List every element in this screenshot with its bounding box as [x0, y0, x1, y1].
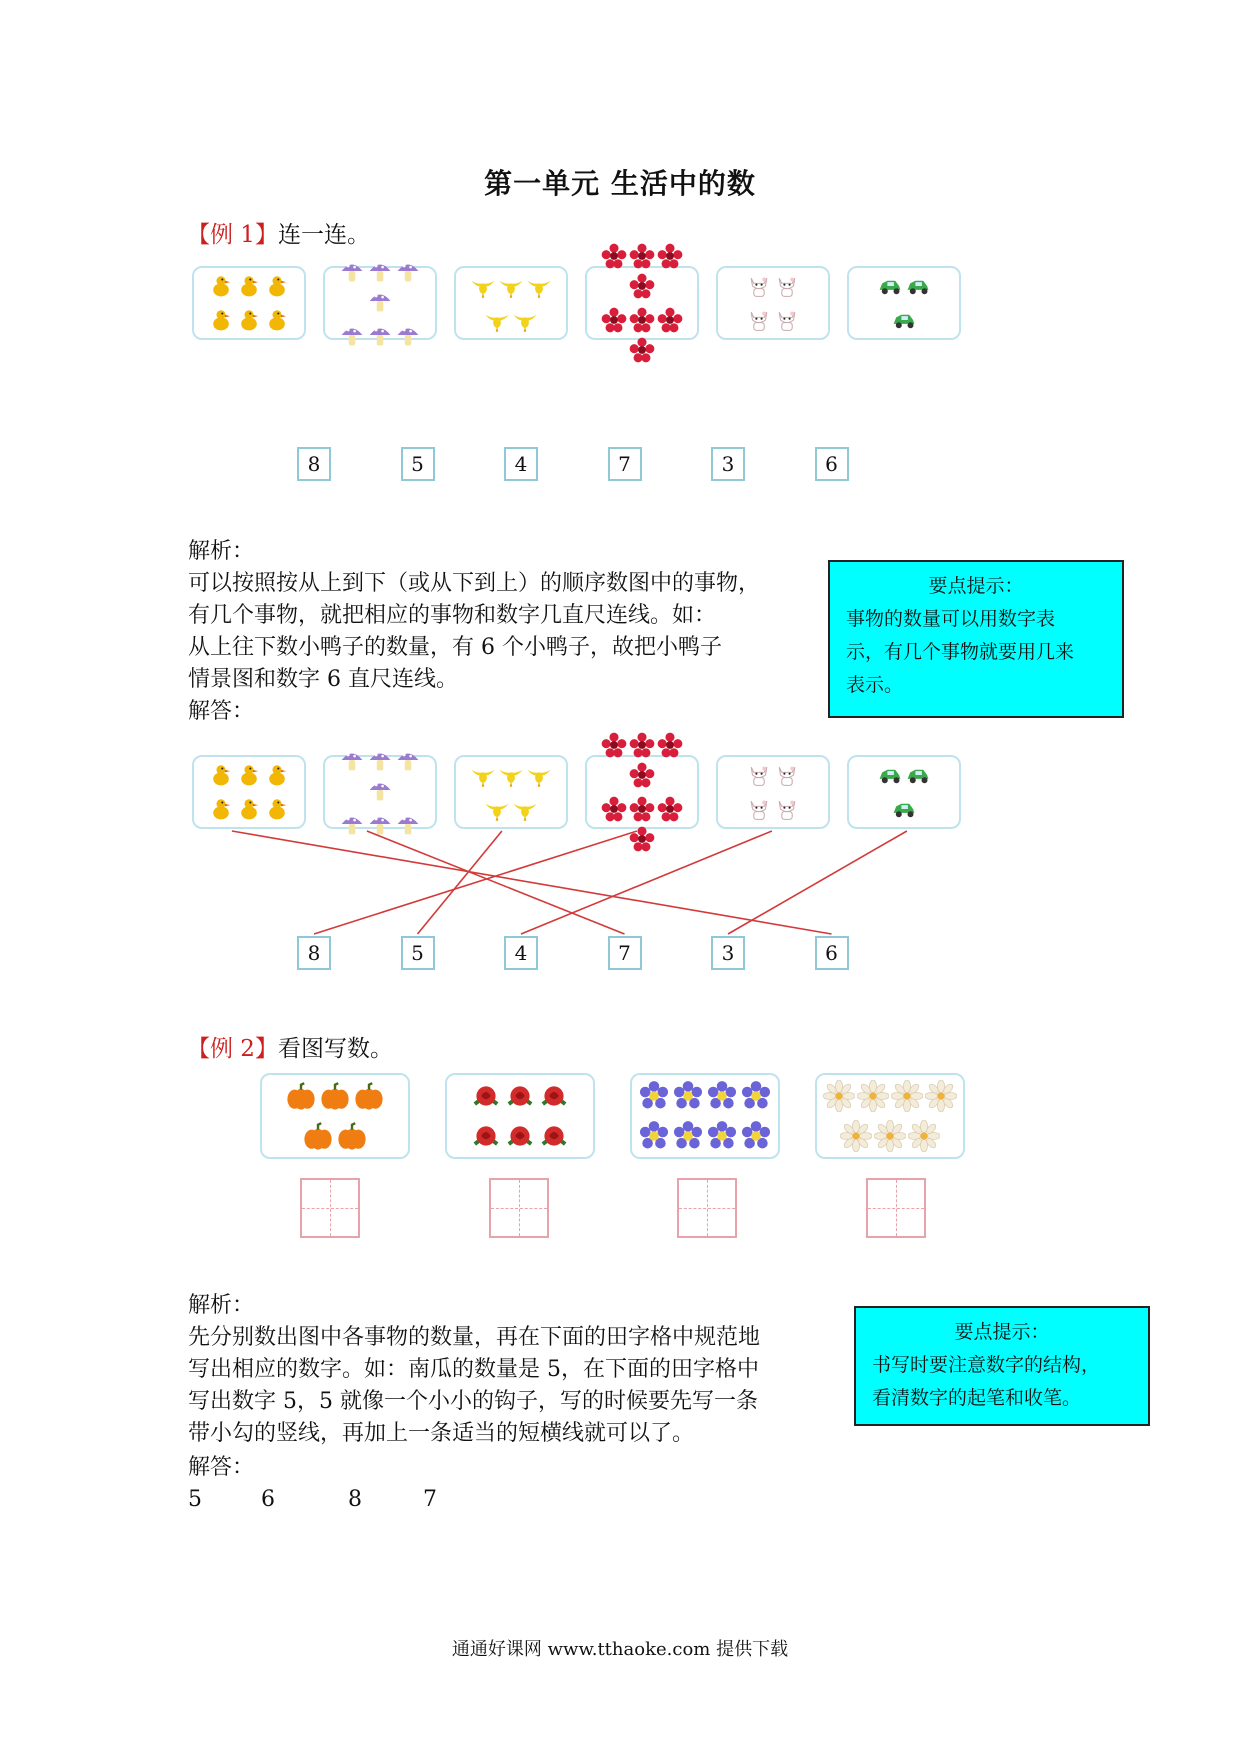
answer-line: [232, 831, 832, 934]
example2-heading: [187, 1030, 393, 1063]
analysis-line: 写出相应的数字。如：南瓜的数量是 5，在下面的田字格中: [188, 1357, 759, 1382]
pumpkin-icon: [336, 1120, 368, 1152]
daisy-icon: [874, 1120, 906, 1152]
example2-analysis: [188, 1322, 848, 1450]
blue-flower-icon: [740, 1120, 772, 1152]
tip-title: 要点提示：: [954, 1321, 1050, 1343]
analysis-line: 带小勾的竖线，再加上一条适当的短横线就可以了。: [188, 1421, 695, 1446]
number-box: 5: [401, 447, 435, 481]
rose-icon: [470, 1120, 502, 1152]
analysis-line: 情景图和数字 6 直尺连线。: [188, 667, 458, 692]
analysis-line: 先分别数出图中各事物的数量，再在下面的田字格中规范地: [188, 1325, 761, 1350]
answer-line: [521, 831, 772, 934]
answer-value: 5: [188, 1487, 202, 1512]
number-box: 6: [815, 447, 849, 481]
daisy-icon: [823, 1080, 855, 1112]
daisy-icon: [857, 1080, 889, 1112]
number-box: 4: [504, 447, 538, 481]
pumpkin-icon: [285, 1080, 317, 1112]
example2-tag: 【例 2】: [187, 1036, 278, 1062]
analysis-line: 有几个事物，就把相应的事物和数字几直尺连线。如：: [188, 603, 717, 628]
example2-analysis-label: 解析：: [188, 1293, 255, 1318]
example2-instruction: 看图写数。: [277, 1036, 393, 1062]
number-box: 3: [711, 447, 745, 481]
rose-icon: [504, 1080, 536, 1112]
writing-grid[interactable]: [677, 1178, 737, 1238]
number-box: 8: [297, 447, 331, 481]
picture-card: [815, 1073, 965, 1159]
tip-line: 书写时要注意数字的结构，: [872, 1354, 1101, 1376]
picture-card: [630, 1073, 780, 1159]
blue-flower-icon: [706, 1080, 738, 1112]
picture-card: [445, 1073, 595, 1159]
daisy-icon: [891, 1080, 923, 1112]
blue-flower-icon: [740, 1080, 772, 1112]
number-box: 6: [815, 936, 849, 970]
daisy-icon: [840, 1120, 872, 1152]
tip-line: 看清数字的起笔和收笔。: [872, 1387, 1082, 1409]
example1-analysis-label: 解析：: [188, 539, 255, 564]
answer-value: 8: [348, 1487, 362, 1512]
number-box: 5: [401, 936, 435, 970]
example1-tag: 【例 1】: [187, 222, 278, 248]
tip-title: 要点提示：: [928, 575, 1024, 597]
pumpkin-icon: [353, 1080, 385, 1112]
daisy-icon: [908, 1120, 940, 1152]
answer-line: [314, 831, 637, 934]
answer-line: [418, 831, 502, 934]
analysis-line: 可以按照按从上到下（或从下到上）的顺序数图中的事物，: [188, 571, 761, 596]
page-title: 第一单元 生活中的数: [484, 167, 756, 200]
writing-grid[interactable]: [489, 1178, 549, 1238]
tip-line: 表示。: [846, 674, 904, 696]
example2-answer-label: 解答：: [188, 1455, 255, 1480]
number-box: 4: [504, 936, 538, 970]
blue-flower-icon: [706, 1120, 738, 1152]
daisy-icon: [925, 1080, 957, 1112]
example1-instruction: 连一连。: [277, 222, 370, 248]
blue-flower-icon: [672, 1080, 704, 1112]
rose-icon: [538, 1080, 570, 1112]
answer-value: 6: [261, 1487, 275, 1512]
example2-tip-box: [854, 1306, 1150, 1426]
rose-icon: [470, 1080, 502, 1112]
blue-flower-icon: [672, 1120, 704, 1152]
tip-line: 示，有几个事物就要用几来: [846, 641, 1075, 663]
analysis-line: 从上往下数小鸭子的数量，有 6 个小鸭子，故把小鸭子: [188, 635, 722, 660]
answer-line: [728, 831, 907, 934]
analysis-line: 写出数字 5，5 就像一个小小的钩子，写的时候要先写一条: [188, 1389, 758, 1414]
pumpkin-icon: [319, 1080, 351, 1112]
picture-card: [260, 1073, 410, 1159]
pumpkin-icon: [302, 1120, 334, 1152]
rose-icon: [538, 1120, 570, 1152]
writing-grid[interactable]: [866, 1178, 926, 1238]
number-box: 7: [608, 447, 642, 481]
writing-grid[interactable]: [300, 1178, 360, 1238]
number-box: 3: [711, 936, 745, 970]
blue-flower-icon: [638, 1080, 670, 1112]
number-box: 8: [297, 936, 331, 970]
rose-icon: [504, 1120, 536, 1152]
number-box: 7: [608, 936, 642, 970]
example1-answer-label: 解答：: [188, 699, 255, 724]
footer-text: 通通好课网 www.tthaoke.com 提供下载: [451, 1639, 789, 1660]
answer-value: 7: [423, 1487, 437, 1512]
tip-line: 事物的数量可以用数字表: [846, 608, 1056, 630]
blue-flower-icon: [638, 1120, 670, 1152]
